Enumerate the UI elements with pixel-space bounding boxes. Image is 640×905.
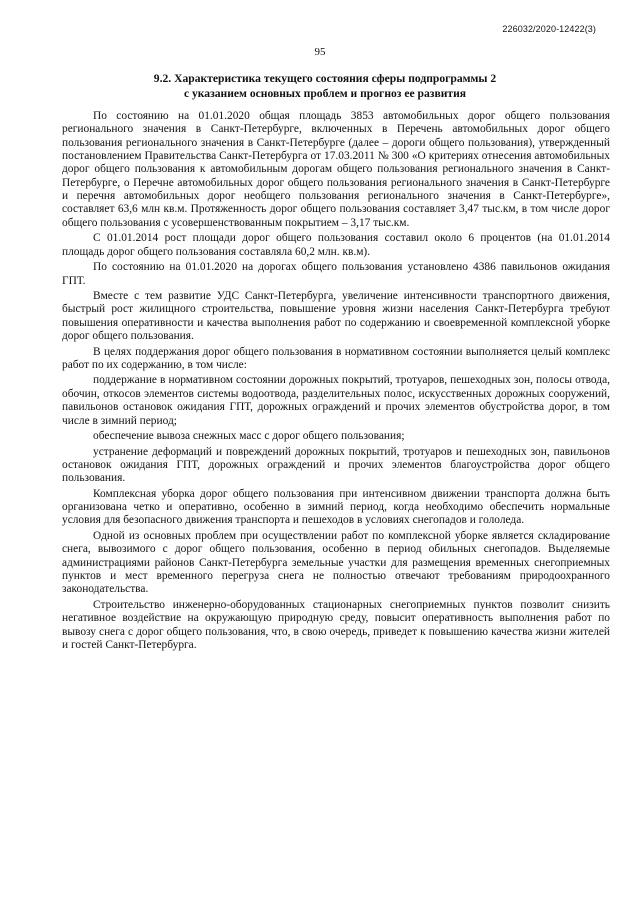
paragraph-2: С 01.01.2014 рост площади дорог общего пользования составил около 6 процентов (на 01.01.2014 площадь дорог общего пользования составляла 60,2 млн. кв.м). bbox=[62, 232, 610, 258]
paragraph-3: По состоянию на 01.01.2020 на дорогах общего пользования установлено 4386 павильонов ожидания ГПТ. bbox=[62, 261, 610, 287]
paragraph-7: обеспечение вывоза снежных масс с дорог общего пользования; bbox=[93, 430, 405, 443]
section-heading-line-1: 9.2. Характеристика текущего состояния сферы подпрограммы 2 bbox=[153, 72, 497, 85]
section-heading bbox=[90, 71, 560, 101]
paragraph-9: Комплексная уборка дорог общего пользования при интенсивном движении транспорта должна быть организована четко и оперативно, особенно в зимний период, когда необходимо обеспечить нормальные условия для безопасного движения транспорта и пешеходов в условиях снегопадов и гололеда. bbox=[62, 487, 610, 527]
document-id: 226032/2020-12422(3) bbox=[502, 24, 596, 34]
paragraph-10: Одной из основных проблем при осуществлении работ по комплексной уборке является складирование снега, вывозимого с дорог общего пользования, особенно в период обильных снегопадов. Выделяемые администрациями районов Санкт-Петербурга земельные участки для размещения временных снегоприемных пунктов и мест временного перегруза снега не полностью отвечают требованиям природоохранного законодательства. bbox=[62, 530, 610, 596]
page-number: 95 bbox=[314, 46, 326, 58]
paragraph-5: В целях поддержания дорог общего пользования в нормативном состоянии выполняется целый комплекс работ по их содержанию, в том числе: bbox=[62, 345, 610, 371]
document-body bbox=[62, 110, 610, 654]
section-heading-line-2: с указанием основных проблем и прогноз ее развития bbox=[183, 87, 467, 100]
paragraph-6: поддержание в нормативном состоянии дорожных покрытий, тротуаров, пешеходных зон, полосы отвода, обочин, откосов элементов системы водоотвода, разделительных полос, искусственных дорожных сооружений, павильонов остановок ожидания ГПТ, дорожных ограждений и прочих элементов обустройства дорог, в том числе в зимний период; bbox=[62, 374, 610, 427]
paragraph-8: устранение деформаций и повреждений дорожных покрытий, тротуаров и пешеходных зон, павильонов остановок ожидания ГПТ, дорожных ограждений и прочих элементов благоустройства дорог общего пользования. bbox=[62, 445, 610, 485]
paragraph-4: Вместе с тем развитие УДС Санкт-Петербурга, увеличение интенсивности транспортного движения, быстрый рост жилищного строительства, повышение уровня жизни населения Санкт-Петербурга требуют повышения оперативности и качества выполнения работ по содержанию и своевременной комплексной уборке дорог общего пользования. bbox=[62, 290, 610, 343]
paragraph-11: Строительство инженерно-оборудованных стационарных снегоприемных пунктов позволит снизить негативное воздействие на окружающую природную среду, повысит оперативность выполнения работ по вывозу снега с дорог общего пользования, что, в свою очередь, приведет к повышению качества жизни жителей и гостей Санкт-Петербурга. bbox=[62, 598, 610, 651]
paragraph-1: По состоянию на 01.01.2020 общая площадь 3853 автомобильных дорог общего пользования регионального значения в Санкт-Петербурге, включенных в Перечень автомобильных дорог общего пользования регионального значения в Санкт-Петербурге (далее – дороги общего пользования), утвержденный постановлением Правительства Санкт-Петербурга от 17.03.2011 № 300 «О критериях отнесения автомобильных дорог общего пользования к автомобильным дорогам общего пользования регионального значения в Санкт-Петербурге, о Перечне автомобильных дорог общего пользования регионального значения в Санкт-Петербурге и перечня автомобильных дорог необщего пользования регионального значения в Санкт-Петербурге», составляет 63,6 млн кв.м. Протяженность дорог общего пользования составляет 3,47 тыс.км, в том числе дорог общего пользования с усовершенствованным покрытием – 3,17 тыс.км. bbox=[62, 110, 610, 229]
